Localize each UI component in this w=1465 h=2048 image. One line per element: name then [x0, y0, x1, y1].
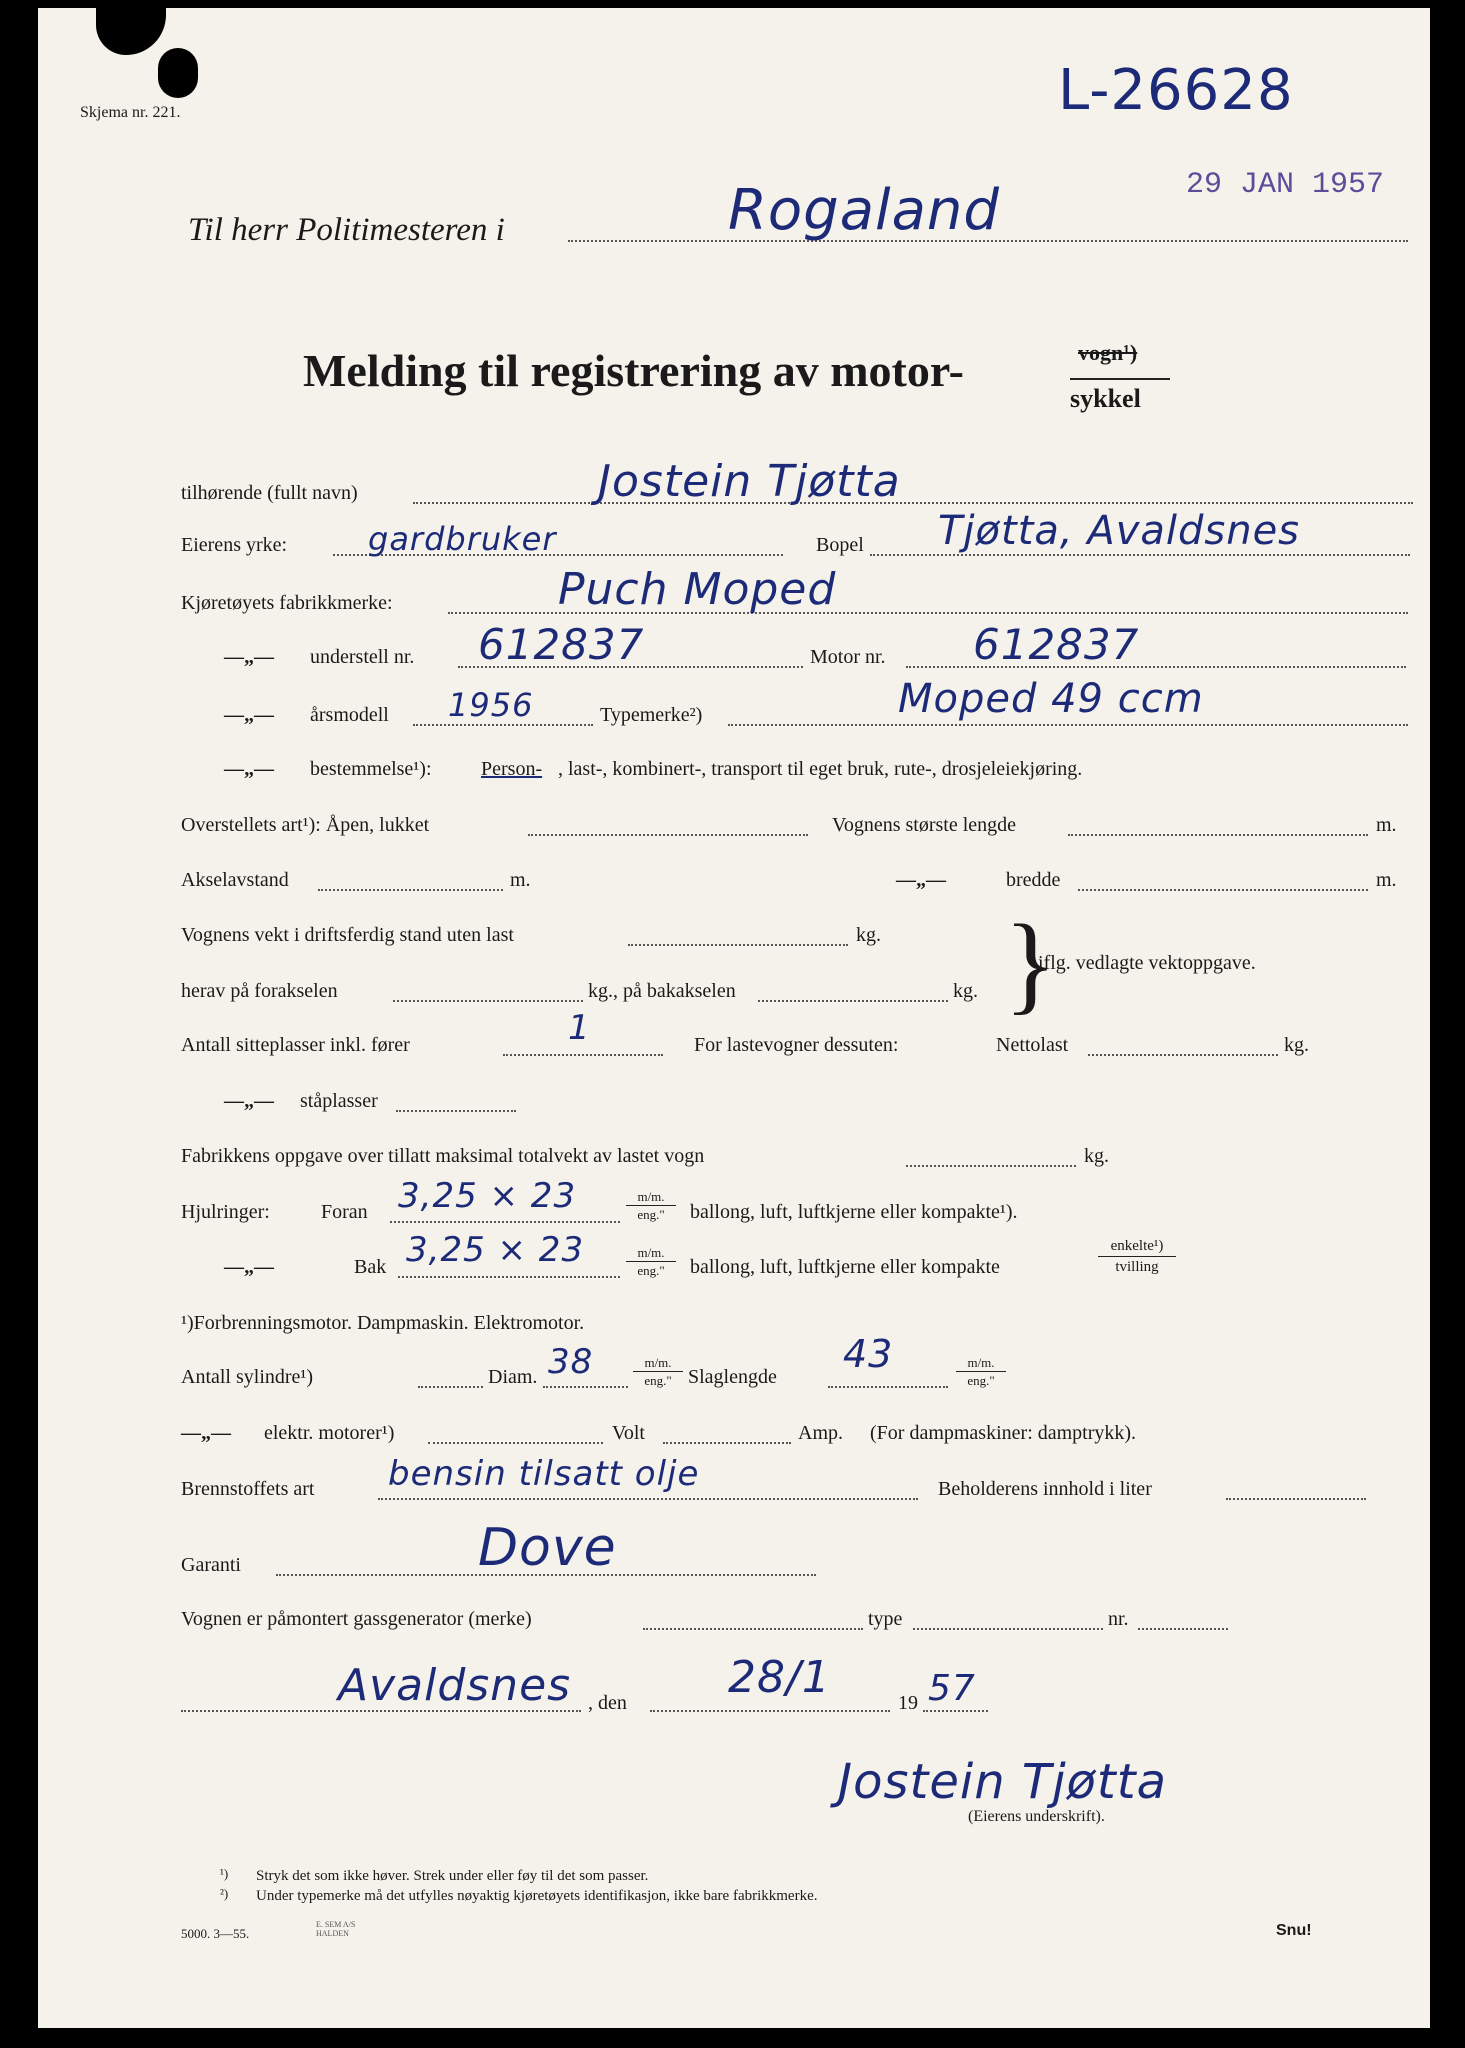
residence-line: [870, 554, 1410, 556]
weight-line: [628, 944, 848, 946]
print-code: 5000. 3—55.: [181, 1926, 250, 1941]
max-weight-unit: kg.: [1084, 1145, 1109, 1167]
front-unit-eng: eng.": [637, 1207, 665, 1222]
guarantee-label: Garanti: [181, 1554, 241, 1576]
owner-label: tilhørende (fullt navn): [181, 482, 358, 504]
type-line: [728, 724, 1408, 726]
gas-type-line: [913, 1628, 1103, 1630]
standing-line: [396, 1110, 516, 1112]
residence-label: Bopel: [816, 534, 864, 556]
front-axle-label: herav på forakselen: [181, 980, 338, 1002]
cylinders-line: [418, 1386, 483, 1388]
ditto-electric: —„—: [181, 1422, 231, 1444]
rear-label: Bak: [354, 1256, 387, 1278]
footnote-1-marker: ¹): [220, 1866, 229, 1881]
gas-type-label: type: [868, 1608, 903, 1630]
netto-line: [1088, 1054, 1278, 1056]
volt-label: Volt: [612, 1422, 645, 1444]
date-year-line: [923, 1710, 988, 1712]
occupation-label: Eierens yrke:: [181, 534, 288, 556]
purpose-rest: , last-, kombinert-, transport til eget bruk, rute-, drosjeleiekjøring.: [558, 758, 1083, 780]
form-title: Melding til registrering av motor-: [303, 345, 964, 396]
max-weight-line: [906, 1165, 1076, 1167]
netto-unit: kg.: [1284, 1034, 1309, 1056]
weight-note: iflg. vedlagte vektoppgave.: [1038, 952, 1256, 974]
motor-label: Motor nr.: [810, 646, 886, 668]
electric-label: elektr. motorer¹): [264, 1422, 395, 1444]
torn-corner-2: [158, 48, 198, 98]
archive-number: L-26628: [1058, 58, 1294, 123]
purpose-person: Person-: [481, 758, 543, 780]
width-line: [1078, 889, 1368, 891]
purpose-label: bestemmelse¹):: [310, 758, 432, 780]
front-label: Foran: [321, 1201, 368, 1223]
date-year-value: 57: [928, 1668, 976, 1709]
residence-value: Tjøtta, Avaldsnes: [938, 508, 1301, 554]
front-axle-line: [393, 1000, 583, 1002]
stroke-unit-fraction: [956, 1354, 1006, 1389]
gas-line: [643, 1628, 863, 1630]
rear-axle-label: kg., på bakakselen: [588, 980, 736, 1002]
length-line: [1068, 834, 1368, 836]
type-label: Typemerke²): [600, 704, 703, 726]
gas-nr-label: nr.: [1108, 1608, 1129, 1630]
den-label: , den: [588, 1692, 627, 1714]
axle-unit: m.: [510, 869, 531, 891]
seats-line: [503, 1054, 663, 1056]
width-unit: m.: [1376, 869, 1397, 891]
front-value: 3,25 × 23: [398, 1176, 577, 1216]
body-line: [528, 834, 808, 836]
weight-label: Vognens vekt i driftsferdig stand uten last: [181, 924, 514, 946]
seats-label: Antall sitteplasser inkl. fører: [181, 1034, 410, 1056]
chassis-value: 612837: [478, 620, 645, 669]
rear-value: 3,25 × 23: [406, 1230, 585, 1270]
body-label: Overstellets art¹): Åpen, lukket: [181, 814, 430, 836]
printer-mark: E. SEM A/S HALDEN: [316, 1920, 356, 1938]
front-tire-types: ballong, luft, luftkjerne eller kompakte¹).: [690, 1201, 1018, 1223]
ditto-rear: —„—: [224, 1256, 274, 1278]
make-value: Puch Moped: [558, 564, 837, 615]
owner-value: Jostein Tjøtta: [598, 456, 901, 507]
stroke-unit-eng: eng.": [967, 1373, 995, 1388]
front-unit-fraction: [626, 1188, 676, 1223]
stroke-value: 43: [843, 1332, 894, 1376]
chassis-label: understell nr.: [310, 646, 415, 668]
seats-value: 1: [568, 1008, 591, 1048]
date-stamp: 29 JAN 1957: [1186, 168, 1385, 202]
steam-note: (For dampmaskiner: damptrykk).: [870, 1422, 1137, 1444]
date-value: 28/1: [728, 1652, 831, 1703]
rear-axle-line: [758, 1000, 948, 1002]
cylinders-label: Antall sylindre¹): [181, 1366, 314, 1388]
type-value: Moped 49 ccm: [898, 676, 1204, 722]
rear-unit-mm: m/m.: [626, 1244, 676, 1262]
engine-types: ¹)Forbrenningsmotor. Dampmaskin. Elektromotor.: [181, 1312, 585, 1334]
rear-unit-fraction: [626, 1244, 676, 1279]
ditto-year: —„—: [224, 704, 274, 726]
form-number: Skjema nr. 221.: [80, 104, 181, 121]
addressee-value: Rogaland: [728, 178, 1000, 243]
width-label: bredde: [1006, 869, 1061, 891]
footnote-2-marker: ²): [220, 1886, 229, 1901]
single-label: enkelte¹): [1098, 1236, 1176, 1257]
diam-unit-eng: eng.": [644, 1373, 672, 1388]
max-weight-label: Fabrikkens oppgave over tillatt maksimal totalvekt av lastet vogn: [181, 1145, 705, 1167]
footnote-1: Stryk det som ikke høver. Strek under eller føy til det som passer.: [256, 1868, 649, 1884]
front-unit-mm: m/m.: [626, 1188, 676, 1206]
diam-label: Diam.: [488, 1366, 538, 1388]
form-sheet: [38, 8, 1430, 2028]
year-prefix: 19: [898, 1692, 918, 1714]
tank-label: Beholderens innhold i liter: [938, 1478, 1152, 1500]
diam-unit-fraction: [633, 1354, 683, 1389]
front-line: [390, 1221, 620, 1223]
signature-label: (Eierens underskrift).: [968, 1808, 1105, 1825]
length-unit: m.: [1376, 814, 1397, 836]
cargo-label: For lastevogner dessuten:: [694, 1034, 899, 1056]
stroke-label: Slaglengde: [688, 1366, 777, 1388]
axle-line: [318, 889, 503, 891]
standing-label: ståplasser: [300, 1090, 378, 1112]
gas-label: Vognen er påmontert gassgenerator (merke): [181, 1608, 532, 1630]
title-option: sykkel: [1070, 384, 1141, 413]
rear-axle-unit: kg.: [953, 980, 978, 1002]
footnote-2: Under typemerke må det utfylles nøyaktig kjøretøyets identifikasjon, ikke bare fabrikkmerke.: [256, 1888, 818, 1904]
year-value: 1956: [448, 686, 534, 724]
stroke-unit-mm: m/m.: [956, 1354, 1006, 1372]
twin-label: tvilling: [1115, 1259, 1159, 1275]
weight-brace: }: [1004, 902, 1057, 1024]
turn-over-note: Snu!: [1276, 1922, 1312, 1939]
length-label: Vognens største lengde: [832, 814, 1017, 836]
axle-label: Akselavstand: [181, 869, 289, 891]
ditto-chassis: —„—: [224, 646, 274, 668]
fuel-line: [378, 1498, 918, 1500]
diam-unit-mm: m/m.: [633, 1354, 683, 1372]
electric-line: [428, 1442, 603, 1444]
diam-line: [543, 1386, 628, 1388]
fuel-value: bensin tilsatt olje: [388, 1454, 700, 1494]
occupation-value: gardbruker: [368, 520, 557, 558]
year-label: årsmodell: [310, 704, 389, 726]
motor-value: 612837: [973, 620, 1140, 669]
netto-label: Nettolast: [996, 1034, 1069, 1056]
rear-line: [398, 1276, 620, 1278]
torn-corner: [96, 0, 166, 55]
fuel-label: Brennstoffets art: [181, 1478, 315, 1500]
addressee-label: Til herr Politimesteren i: [188, 212, 505, 248]
volt-line: [663, 1442, 791, 1444]
owner-signature: Jostein Tjøtta: [838, 1754, 1167, 1810]
diam-value: 38: [548, 1342, 594, 1382]
owner-line: [413, 502, 1413, 504]
make-label: Kjøretøyets fabrikkmerke:: [181, 592, 393, 614]
guarantee-value: Dove: [478, 1518, 617, 1578]
ditto-width: —„—: [896, 869, 946, 891]
weight-unit: kg.: [856, 924, 881, 946]
ditto-purpose: —„—: [224, 758, 274, 780]
ditto-standing: —„—: [224, 1090, 274, 1112]
title-struck-option: vogn¹): [1078, 340, 1138, 365]
place-value: Avaldsnes: [338, 1660, 572, 1711]
tank-line: [1226, 1498, 1366, 1500]
gas-nr-line: [1138, 1628, 1228, 1630]
rear-unit-eng: eng.": [637, 1263, 665, 1278]
year-line: [413, 724, 593, 726]
amp-label: Amp.: [798, 1422, 843, 1444]
date-line: [650, 1710, 890, 1712]
single-twin-fraction: [1098, 1236, 1176, 1277]
title-fraction-bar: [1070, 378, 1170, 380]
stroke-line: [828, 1386, 948, 1388]
rear-tire-types: ballong, luft, luftkjerne eller kompakte: [690, 1256, 1000, 1278]
wheels-label: Hjulringer:: [181, 1201, 270, 1223]
